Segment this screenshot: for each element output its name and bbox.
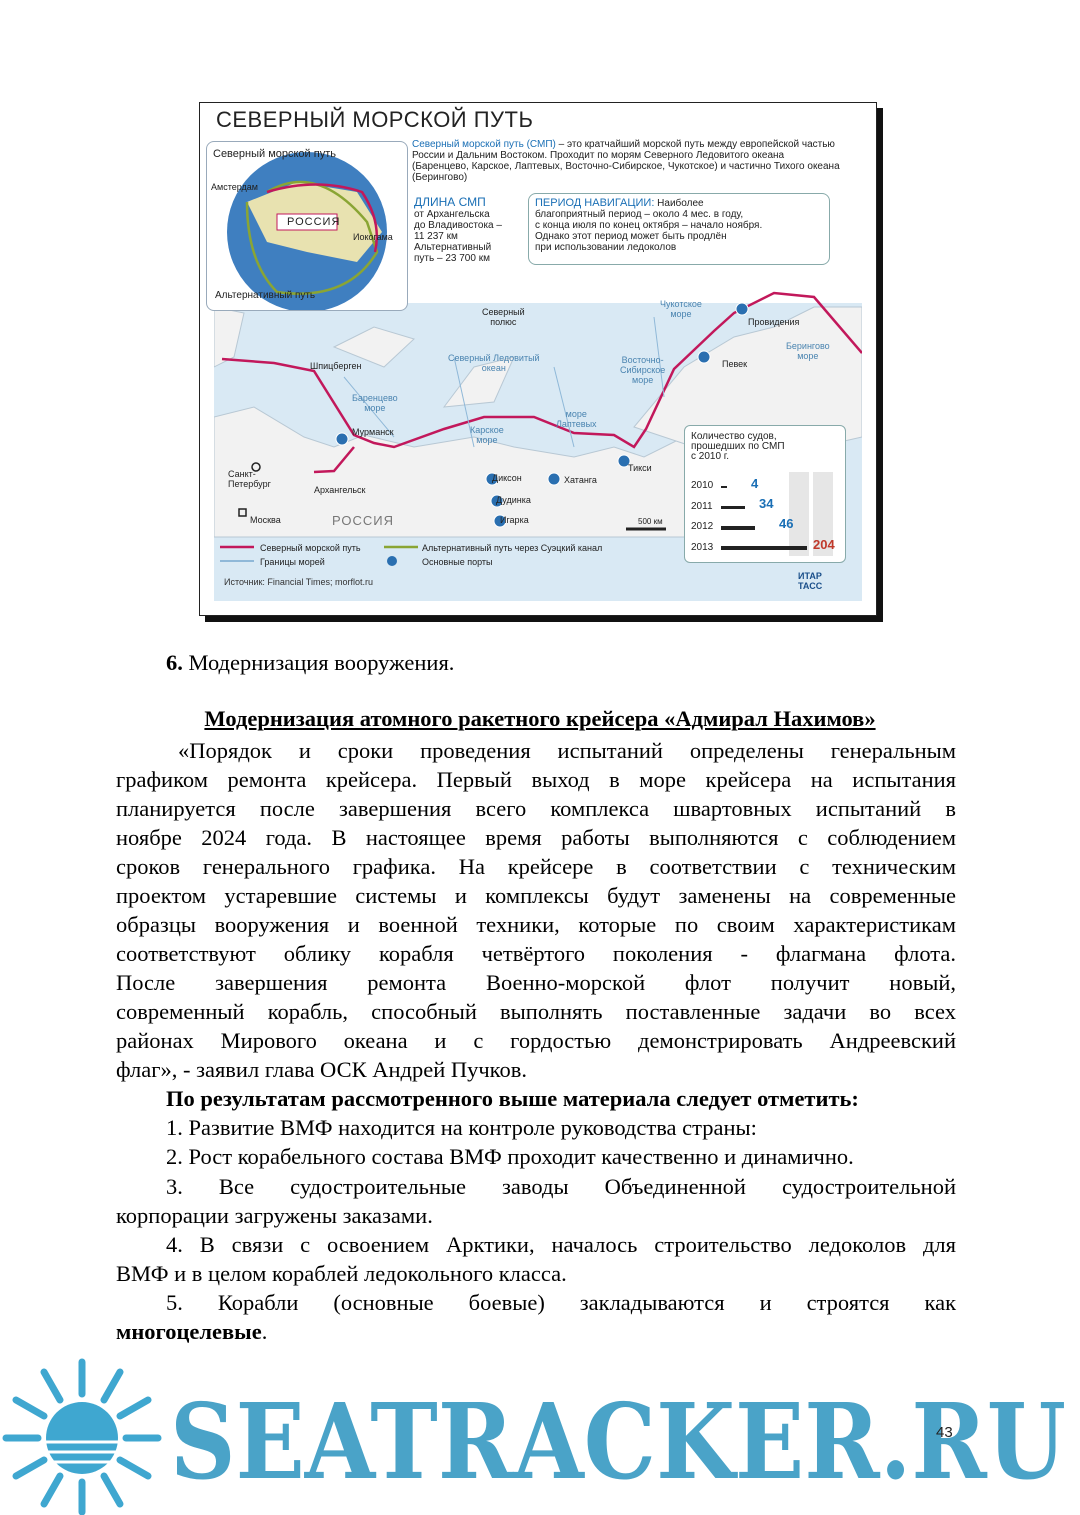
navigation-line: при использовании ледоколов (535, 242, 677, 253)
quote-line: флаг», - заявил глава ОСК Андрей Пучков. (116, 1057, 527, 1082)
watermark (0, 1356, 1080, 1515)
ships-count-title: Количество судов, прошедших по СМП с 2010 г. (691, 431, 785, 462)
length-text (414, 209, 524, 264)
map-scale-label: 500 км (638, 517, 663, 526)
point-2: 2. Рост корабельного состава ВМФ проходит качественно и динамично. (166, 1144, 854, 1169)
map-label-spitsbergen: Шпицберген (310, 361, 362, 371)
ships-value: 4 (751, 476, 759, 491)
route-description-highlight: Северный морской путь (СМП) (412, 139, 556, 150)
length-line: от Архангельска (414, 209, 490, 220)
point-1: 1. Развитие ВМФ находится на контроле руководства страны: (166, 1115, 757, 1140)
agency-logo: ИТАР ТАСС (798, 571, 823, 591)
point-3-line: корпорации загружены заказами. (116, 1203, 433, 1228)
globe-russia-label: РОССИЯ (287, 216, 341, 228)
legend-route: Северный морской путь (260, 543, 361, 553)
ships-year: 2013 (691, 542, 714, 553)
quote-line: районах Мирового океана и с гордостью демонстрировать Андреевский (116, 1028, 956, 1053)
watermark-text: SEATRACKER.RU (170, 1380, 1066, 1503)
navigation-line: Однако этот период может быть продлён (535, 231, 727, 242)
length-line: до Владивостока – (414, 220, 502, 231)
map-label-tiksi: Тикси (628, 463, 652, 473)
ships-value: 46 (779, 516, 794, 531)
map-label-moscow: Москва (250, 515, 281, 525)
map-label-khatanga: Хатанга (564, 475, 597, 485)
map-source: Источник: Financial Times; morflot.ru (224, 577, 373, 587)
ships-year: 2011 (691, 501, 713, 512)
item-6-text: Модернизация вооружения. (182, 650, 455, 675)
conclusion-title: По результатам рассмотренного выше материала следует отметить: (166, 1086, 859, 1111)
globe-route-label: Северный морской путь (213, 148, 336, 160)
quote-line: планируется после завершения всего комплекса швартовных испытаний в (116, 796, 956, 821)
globe-alt-label: Альтернативный путь (215, 290, 316, 301)
quote-line: современный корабль, способный выполнять поставленные задачи во всех (116, 999, 956, 1024)
route-description (412, 139, 842, 183)
legend-ports: Основные порты (422, 557, 493, 567)
map-title: СЕВЕРНЫЙ МОРСКОЙ ПУТЬ (216, 107, 534, 132)
quote-line: После завершения ремонта Военно-морской флот получит новый, (116, 970, 956, 995)
length-line: Альтернативный (414, 242, 492, 253)
navigation-line: благоприятный период – около 4 мес. в году, (535, 209, 744, 220)
map-label-arctic-ocean: Северный Ледовитый океан (448, 353, 540, 373)
route-description-text: – это кратчайший морской путь между европейской частью России и Дальним Востоком. Проходит по морям Северного Ледовитого океана (Баренцево, Карское, Лаптевых, Восточно-Сибирское, Чукотское) и частично Тихого океана (Берингово) (412, 139, 840, 183)
legend-alt-route: Альтернативный путь через Суэцкий канал (422, 543, 603, 553)
ships-year: 2012 (691, 521, 714, 532)
length-title: ДЛИНА СМП (414, 195, 486, 209)
ships-value: 34 (759, 496, 774, 511)
navigation-title: ПЕРИОД НАВИГАЦИИ: (535, 197, 655, 209)
navigation-period-box (528, 193, 830, 265)
map-label-chukchi-sea: Чукотское море (660, 299, 702, 319)
point-3-line: 3. Все судостроительные заводы Объединенной судостроительной (166, 1174, 956, 1199)
map-label-russia: РОССИЯ (332, 513, 395, 528)
quote-line: графиком ремонта крейсера. Первый выход в море крейсера на испытания (116, 767, 956, 792)
item-6 (166, 648, 1006, 677)
point-5-end: . (261, 1319, 268, 1344)
watermark-logo (0, 1356, 1080, 1515)
point-5-bold: многоцелевые (116, 1319, 262, 1344)
quote-line: ноябре 2024 года. В настоящее время работы выполняются с соблюдением (116, 825, 956, 850)
map-label-arkhangelsk: Архангельск (314, 485, 366, 495)
section-heading: Модернизация атомного ракетного крейсера «Адмирал Нахимов» (204, 706, 876, 731)
map-label-north-pole: Северный полюс (482, 307, 525, 327)
map-label-saint-petersburg: Санкт- Петербург (228, 469, 271, 489)
map-label-laptev-sea: море Лаптевых (556, 409, 597, 429)
map-figure (199, 102, 877, 616)
quote-line: образцы вооружения и военной техники, которые по своим характеристикам (116, 912, 956, 937)
legend-sea-borders: Границы морей (260, 557, 325, 567)
globe-inset (206, 141, 408, 311)
navigation-line: с конца июля по конец октября – начало ноября. (535, 220, 763, 231)
map-label-igarka: Игарка (500, 515, 529, 525)
ships-value: 204 (813, 537, 835, 552)
map-label-east-siberian-sea: Восточно- Сибирское море (620, 355, 666, 385)
point-4-line: ВМФ и в целом кораблей ледокольного класса. (116, 1261, 567, 1286)
map-label-murmansk: Мурманск (352, 427, 394, 437)
point-4 (116, 1230, 956, 1288)
map-label-bering-sea: Берингово море (786, 341, 830, 361)
length-line: путь – 23 700 км (414, 253, 490, 264)
map-label-dudinka: Дудинка (496, 495, 531, 505)
ships-count-box (684, 425, 846, 563)
map-label-dikson: Диксон (492, 473, 522, 483)
quote-line: сроков генерального графика. На крейсере в соответствии с техническим (116, 854, 956, 879)
quote-line: соответствуют облику корабля четвёртого поколения - флагмана флота. (116, 941, 956, 966)
globe-amsterdam-label: Амстердам (211, 182, 258, 192)
length-line: 11 237 км (414, 231, 458, 242)
quote-line: «Порядок и сроки проведения испытаний определены генеральным (178, 738, 956, 763)
globe-yokohama-label: Иокогама (353, 232, 393, 242)
page-number: 43 (936, 1424, 953, 1441)
map-label-barents-sea: Баренцево море (352, 393, 398, 413)
point-3 (116, 1172, 956, 1230)
point-5-line: 5. Корабли (основные боевые) закладываются и строятся как (166, 1290, 956, 1315)
sun-icon (6, 1362, 158, 1512)
point-4-line: 4. В связи с освоением Арктики, началось строительство ледоколов для (166, 1232, 956, 1257)
map-label-pevek: Певек (722, 359, 748, 369)
quote-line: проектом устаревшие системы и комплексы будут заменены на современные (116, 883, 956, 908)
quote-paragraph (116, 736, 956, 1084)
map-label-provideniya: Провидения (748, 317, 800, 327)
point-5 (116, 1288, 956, 1346)
navigation-line: Наиболее (654, 198, 704, 209)
map-label-kara-sea: Карское море (470, 425, 504, 445)
ships-year: 2010 (691, 480, 714, 491)
item-6-number: 6. (166, 650, 183, 675)
